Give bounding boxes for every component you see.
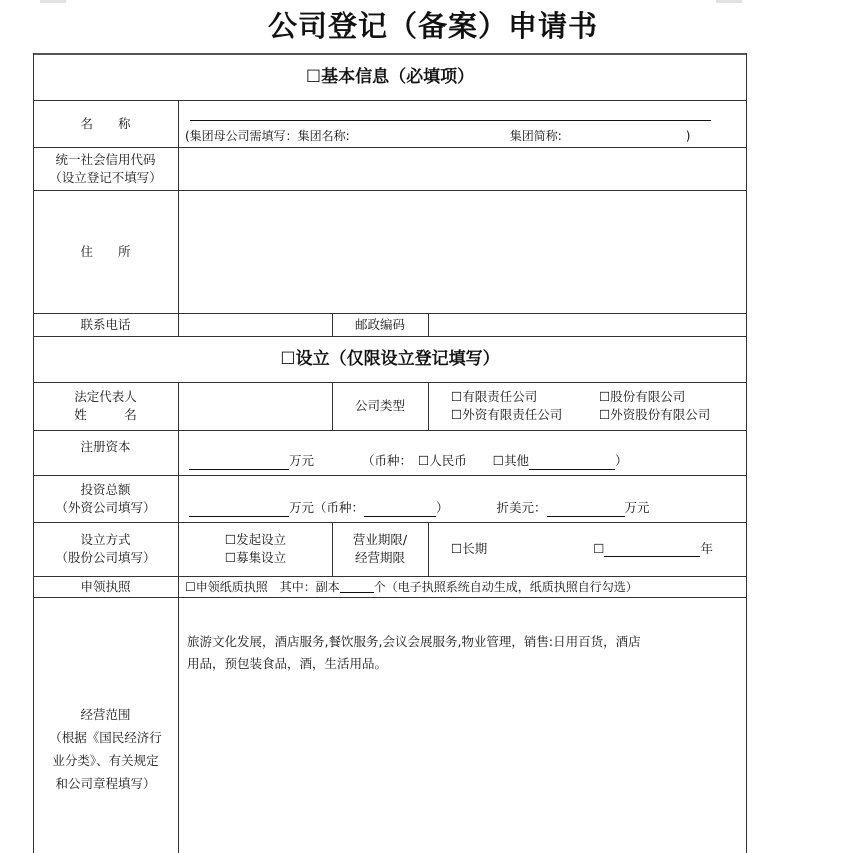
currency-other-checkbox[interactable]: ☐其他 [492,453,529,468]
method-fundraising-checkbox[interactable]: ☐募集设立 [224,550,287,565]
registered-capital-row [179,430,746,475]
section-basic-info-header[interactable]: ☐基本信息（必填项） [305,66,475,87]
business-scope-label-line1: 经营范围 [80,707,131,722]
license-note: 个（电子执照系统自动生成，纸质执照自行勾选） [373,579,638,594]
application-form-table [33,53,747,853]
business-term-options [429,522,746,576]
credit-code-label-line1: 统一社会信用代码 [55,151,156,167]
section-setup-header[interactable]: ☐设立（仅限设立登记填写） [280,349,500,369]
group-note-close: ) [685,129,691,143]
company-type-foreign-joint-stock-checkbox[interactable]: ☐外资股份有限公司 [599,407,711,422]
name-label: 名 称 [80,115,131,131]
investment-currency-close: ） [436,500,449,515]
company-type-llc-checkbox[interactable]: ☐有限责任公司 [451,389,538,404]
business-scope-field[interactable] [179,597,746,853]
business-scope-label-line2: （根据《国民经济行 [49,730,162,745]
investment-currency-field[interactable] [364,502,436,517]
establishment-method-options [179,522,332,576]
company-type-label: 公司类型 [354,398,405,413]
legal-rep-label-line2: 姓 名 [74,407,137,422]
business-scope-label [33,597,178,853]
currency-other-field[interactable] [529,455,615,470]
method-promotion-checkbox[interactable]: ☐发起设立 [224,532,287,547]
name-input-line[interactable] [190,120,711,121]
currency-label: （币种： [362,453,413,468]
license-row [179,576,746,597]
phone-label: 联系电话 [80,316,131,332]
business-scope-label-line4: 和公司章程填写） [55,776,156,791]
address-label: 住 所 [80,243,131,259]
total-investment-label-line2: （外资公司填写） [55,499,156,515]
registered-capital-amount-field[interactable] [189,455,289,470]
paper-license-checkbox[interactable]: ☐申领纸质执照 其中：副本 [185,579,340,594]
usd-equivalent-unit: 万元 [624,500,650,515]
company-type-options [429,382,746,430]
establishment-method-label-line1: 设立方式 [80,532,131,547]
credit-code-label [33,147,178,190]
usd-equivalent-field[interactable] [547,502,625,517]
group-name-field[interactable] [350,129,510,143]
group-short-field[interactable] [562,129,686,143]
group-name-label: (集团母公司需填写：集团名称: [185,129,350,143]
total-investment-label [33,475,178,522]
term-years-field[interactable] [604,542,700,557]
term-years-unit: 年 [700,541,713,556]
business-term-label [332,522,428,576]
address-field[interactable] [179,190,746,313]
currency-rmb-checkbox[interactable]: ☐人民币 [418,453,467,468]
registered-capital-label: 注册资本 [80,439,131,454]
license-label: 申领执照 [80,578,131,594]
page-corner-mark-left [40,0,66,3]
registered-capital-unit: 万元 [289,453,315,468]
business-scope-text-line2: 用品，预包装食品，酒，生活用品。 [187,656,388,671]
document-title: 公司登记（备案）申请书 [267,9,598,43]
total-investment-amount-field[interactable] [189,502,289,517]
legal-rep-label [33,382,178,430]
page-corner-mark-right [716,0,742,3]
business-term-label-line1: 营业期限/ [352,532,408,547]
usd-equivalent-label: 折美元： [496,500,547,515]
term-long-checkbox[interactable]: ☐长期 [451,541,488,556]
legal-rep-field[interactable] [179,382,332,430]
establishment-method-label-line2: （股份公司填写） [55,550,156,565]
currency-close-paren: ） [614,453,628,468]
postal-code-field[interactable] [429,313,746,336]
postal-code-label: 邮政编码 [354,316,405,332]
name-group-note [185,127,743,145]
company-type-foreign-llc-checkbox[interactable]: ☐外资有限责任公司 [451,407,563,422]
establishment-method-label [33,522,178,576]
credit-code-field[interactable] [179,147,746,190]
phone-field[interactable] [179,313,332,336]
business-scope-label-line3: 业分类》、有关规定 [52,753,159,768]
total-investment-label-line1: 投资总额 [80,481,131,497]
company-type-joint-stock-checkbox[interactable]: ☐股份有限公司 [599,389,686,404]
legal-rep-label-line1: 法定代表人 [74,389,137,404]
term-years-checkbox[interactable]: ☐ [593,541,605,556]
business-scope-text-line1: 旅游文化发展，酒店服务,餐饮服务,会议会展服务,物业管理，销售:日用百货，酒店 [187,634,641,649]
credit-code-label-line2: （设立登记不填写） [49,169,162,185]
business-term-label-line2: 经营期限 [354,550,405,565]
total-investment-unit: 万元（币种： [289,500,365,515]
group-short-label: 集团简称: [509,129,562,143]
total-investment-row [179,475,746,522]
copy-count-field[interactable] [340,580,374,593]
